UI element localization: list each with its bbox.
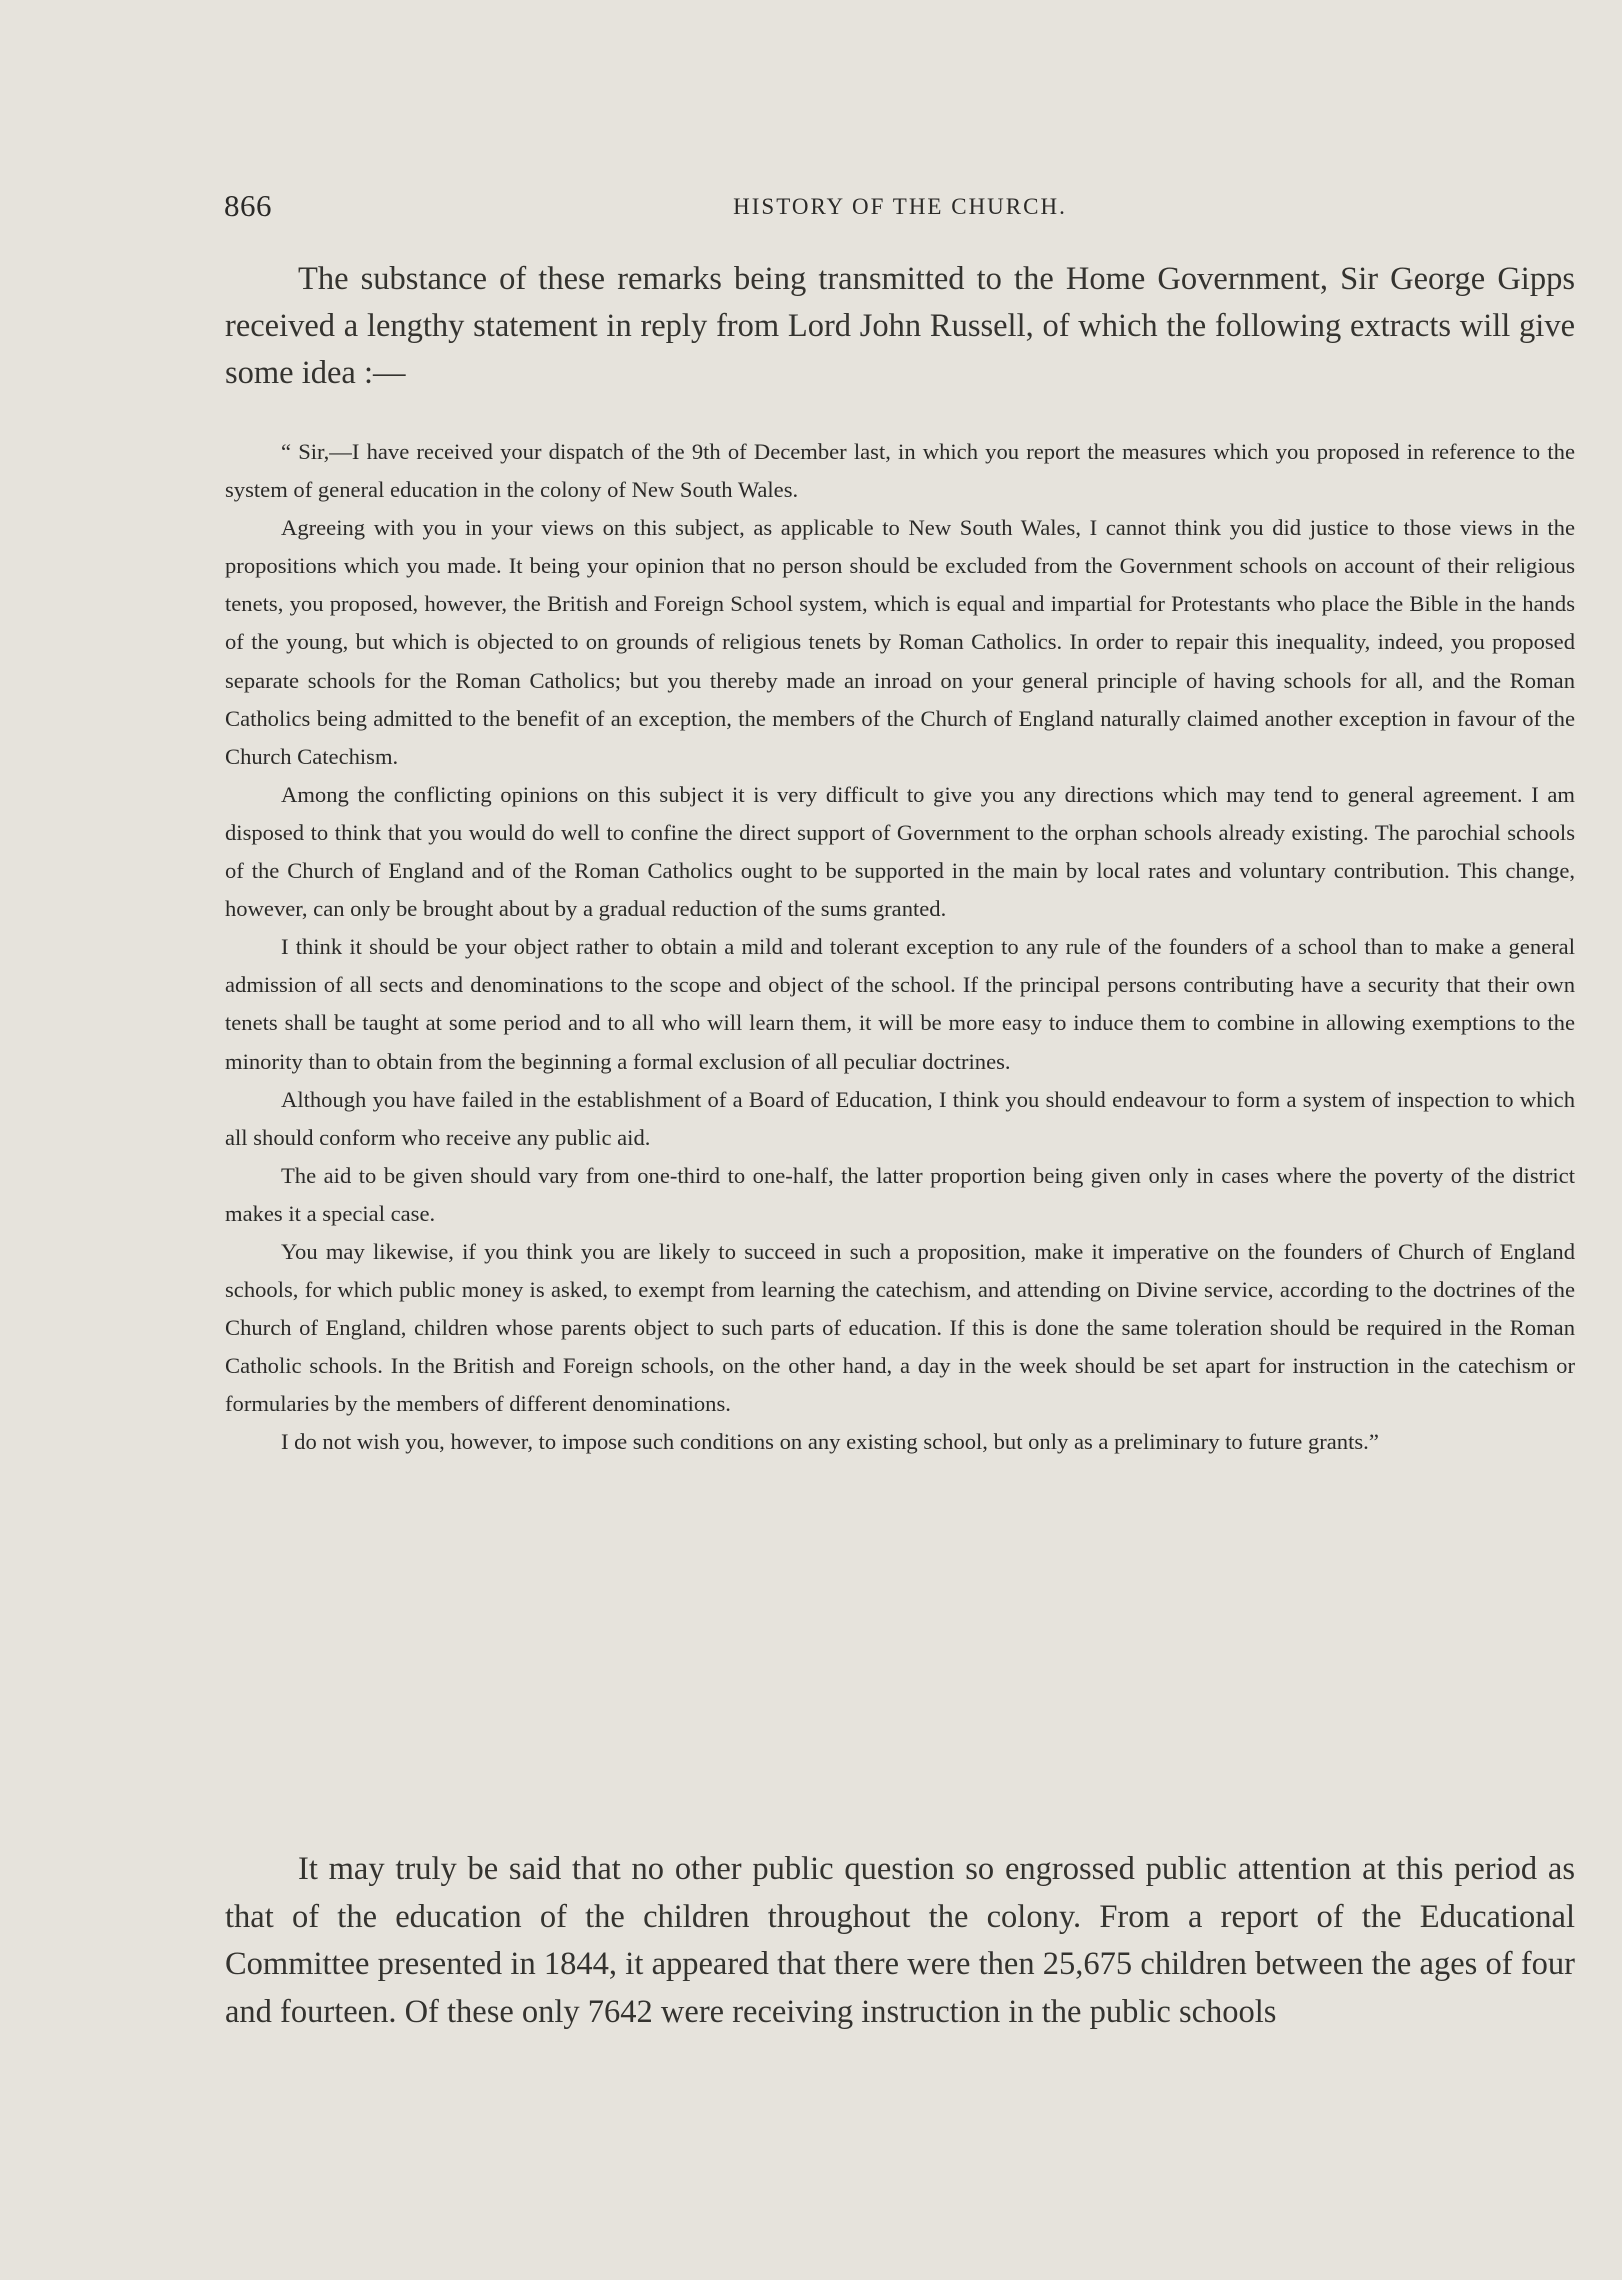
running-title: HISTORY OF THE CHURCH. <box>733 194 1067 219</box>
page-header <box>224 188 1576 228</box>
letter-paragraph-exemptions: You may likewise, if you think you are likely to succeed in such a proposition, make it imperative on the founders of Church of England schools, for which public money is asked, to exempt from learning the catechism, and attending on Divine service, according to the doctrines of the Church of England, children whose parents object to such parts of education. If this is done the same toleration should be required in the Roman Catholic schools. In the British and Foreign schools, on the other hand, a day in the week should be set apart for instruction in the catechism or formularies by the members of different denominations. <box>225 1238 1575 1417</box>
letter-paragraph-salutation: “ Sir,—I have received your dispatch of the 9th of December last, in which you report the measures which you proposed in reference to the system of general education in the colony of New South Wales. <box>225 439 1575 503</box>
letter-paragraph-conflicting: Among the conflicting opinions on this subject it is very difficult to give you any directions which may tend to general agreement. I am disposed to think that you would do well to confine the direct support of Government to the orphan schools already existing. The parochial schools of the Church of England and of the Roman Catholics ought to be supported in the main by local rates and voluntary contribution. This change, however, can only be brought about by a gradual reduction of the sums granted. <box>225 781 1575 922</box>
closing-section <box>225 1846 1575 2036</box>
page-number: 866 <box>224 188 272 223</box>
closing-paragraph: It may truly be said that no other public question so engrossed public attention at this period as that of the education of the children throughout the colony. From a report of the Educational Committee presented in 1844, it appeared that there were then 25,675 children between the ages of four and fourteen. Of these only 7642 were receiving instruction in the public schools <box>225 1851 1575 2030</box>
intro-paragraph: The substance of these remarks being transmitted to the Home Government, Sir George Gipps received a lengthy statement in reply from Lord John Russell, of which the following extracts will give some idea :— <box>225 261 1575 391</box>
letter-paragraph-inspection: Although you have failed in the establishment of a Board of Education, I think you should endeavour to form a system of inspection to which all should conform who receive any public aid. <box>225 1086 1575 1150</box>
letter-paragraph-agreeing: Agreeing with you in your views on this subject, as applicable to New South Wales, I cannot think you did justice to those views in the propositions which you made. It being your opinion that no person should be excluded from the Government schools on account of their religious tenets, you proposed, however, the British and Foreign School system, which is equal and impartial for Protestants who place the Bible in the hands of the young, but which is objected to on grounds of religious tenets by Roman Catholics. In order to repair this inequality, indeed, you proposed separate schools for the Roman Catholics; but you thereby made an inroad on your general principle of having schools for all, and the Roman Catholics being admitted to the benefit of an exception, the members of the Church of England naturally claimed another exception in favour of the Church Catechism. <box>225 515 1575 769</box>
letter-extract <box>225 433 1575 1462</box>
letter-paragraph-conclusion: I do not wish you, however, to impose such conditions on any existing school, but only as a preliminary to future grants.” <box>281 1429 1379 1455</box>
letter-paragraph-object: I think it should be your object rather to obtain a mild and tolerant exception to any rule of the founders of a school than to make a general admission of all sects and denominations to the scope and object of the school. If the principal persons contributing have a security that their own tenets shall be taught at some period and to all who will learn them, it will be more easy to induce them to combine in allowing exemptions to the minority than to obtain from the beginning a formal exclusion of all peculiar doctrines. <box>225 934 1575 1074</box>
letter-paragraph-aid: The aid to be given should vary from one-third to one-half, the latter proportion being given only in cases where the poverty of the district makes it a special case. <box>225 1162 1575 1226</box>
intro-section <box>225 256 1575 397</box>
